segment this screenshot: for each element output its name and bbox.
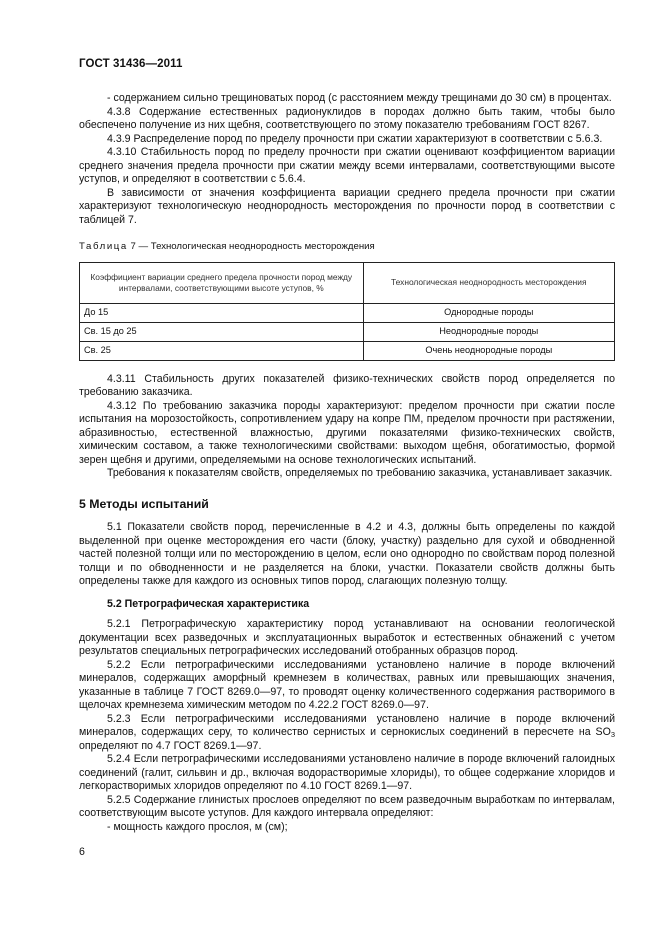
table-cell-heterogeneity: Неоднородные породы	[363, 322, 614, 341]
table-cell-coefficient: До 15	[80, 303, 364, 322]
paragraph-text: определяют по 4.7 ГОСТ 8269.1—97.	[79, 739, 262, 752]
paragraph: 5.1 Показатели свойств пород, перечисленные в 4.2 и 4.3, должны быть определены по каждой выделенной при оценке месторождения его части (блоку, участку) раздельно для сухой и обводненной частей полезной толщи или по месторождению в целом, если оно однородно по свойствам пород полезной толщи и по обводненности и не разделяется на блоки, участки. Показатели свойств должны быть определены также для каждого из основных типов пород, слагающих полезную толщу.	[79, 521, 615, 587]
subsection-title: 5.2 Петрографическая характеристика	[107, 597, 310, 610]
table-row	[80, 341, 615, 360]
paragraph	[79, 713, 615, 754]
document-code: ГОСТ 31436—2011	[79, 58, 183, 70]
table-row	[80, 322, 615, 341]
paragraph: 5.2.2 Если петрографическими исследованиями установлено наличие в породе включений минералов, содержащих аморфный кремнезем в количествах, равных или превышающих значения, указанные в таблице 7 ГОСТ 8269.0—97, то проводят оценку количественного содержания растворимого в щелочах кремнезема химическим методом по 4.22.2 ГОСТ 8269.0—97.	[79, 658, 615, 711]
paragraph: 4.3.9 Распределение пород по пределу прочности при сжатии характеризуют в соответствии с 5.6.3.	[107, 132, 603, 145]
table-caption-word: Таблица	[79, 241, 128, 252]
paragraph-text: 5.2.3 Если петрографическими исследованиями установлено наличие в породе включений минералов, содержащих серу, то количество сернистых и сернокислых соединений в пересчете на SO	[79, 712, 615, 738]
table-caption-text: 7 — Технологическая неоднородность месторождения	[127, 241, 375, 252]
paragraph: 4.3.11 Стабильность других показателей физико-технических свойств пород определяется по требованию заказчика.	[79, 372, 615, 398]
paragraph: 4.3.12 По требованию заказчика породы характеризуют: пределом прочности при сжатии после испытания на морозостойкость, сопротивлением удару на копре ПМ, пределом прочности при растяжении, абразивностью, естественной влажностью, другими показателями физико-технических свойств, химическим составом, а также технологическими свойствами: выходом щебня, обогатимостью, формой зерен щебня и другими, определяемыми на основе технологических испытаний.	[79, 399, 615, 466]
table-cell-coefficient: Св. 25	[80, 341, 364, 360]
page-number: 6	[79, 846, 85, 858]
table-header-row	[80, 262, 615, 303]
table-cell-heterogeneity: Однородные породы	[363, 303, 614, 322]
subscript: 3	[610, 730, 615, 739]
page-content	[79, 92, 615, 834]
table-cell-heterogeneity: Очень неоднородные породы	[363, 341, 614, 360]
table-header-heterogeneity: Технологическая неоднородность месторождения	[363, 262, 614, 303]
paragraph: - содержанием сильно трещиноватых пород (с расстоянием между трещинами до 30 см) в процентах.	[107, 92, 612, 104]
paragraph: 5.2.4 Если петрографическими исследованиями установлено наличие в породе включений галоидных соединений (галит, сильвин и др., включая водорастворимые хлориды), то общее содержание хлоридов и легкорастворимых хлоридов определяют по 4.10 ГОСТ 8269.1—97.	[79, 753, 615, 792]
paragraph: - мощность каждого прослоя, м (см);	[107, 820, 288, 833]
section-title: 5 Методы испытаний	[79, 496, 209, 511]
paragraph: Требования к показателям свойств, определяемых по требованию заказчика, устанавливает заказчик.	[107, 467, 613, 479]
table-row	[80, 303, 615, 322]
spacer	[79, 361, 615, 373]
table-header-coefficient: Коэффициент вариации среднего предела прочности пород между интервалами, соответствующими высоте уступов, %	[80, 262, 364, 303]
table-cell-coefficient: Св. 15 до 25	[80, 322, 364, 341]
paragraph: В зависимости от значения коэффициента вариации среднего предела прочности при сжатии характеризуют технологическую неоднородность месторождения по прочности пород в соответствии с таблицей 7.	[79, 186, 615, 226]
paragraph: 5.2.5 Содержание глинистых прослоев определяют по всем разведочным выработкам по интервалам, соответствующим высоте уступов. Для каждого интервала определяют:	[79, 793, 615, 819]
table-caption	[79, 240, 615, 254]
paragraph: 4.3.10 Стабильность пород по пределу прочности при сжатии оценивают коэффициентом вариации среднего значения предела прочности при сжатии между всеми интервалами, соответствующими высоте уступов, и определяют в соответствии с 5.6.4.	[79, 146, 615, 185]
heterogeneity-table	[79, 262, 615, 361]
paragraph: 5.2.1 Петрографическую характеристику пород устанавливают на основании геологической документации всех разведочных и эксплуатационных выработок и естественных обнажений с учетом результатов специальных петрографических исследований отобранных образцов пород.	[79, 618, 615, 657]
paragraph: 4.3.8 Содержание естественных радионуклидов в породах должно быть таким, чтобы было обеспечено получение из них щебня, соответствующего по этому показателю требованиям ГОСТ 8267.	[79, 105, 615, 131]
